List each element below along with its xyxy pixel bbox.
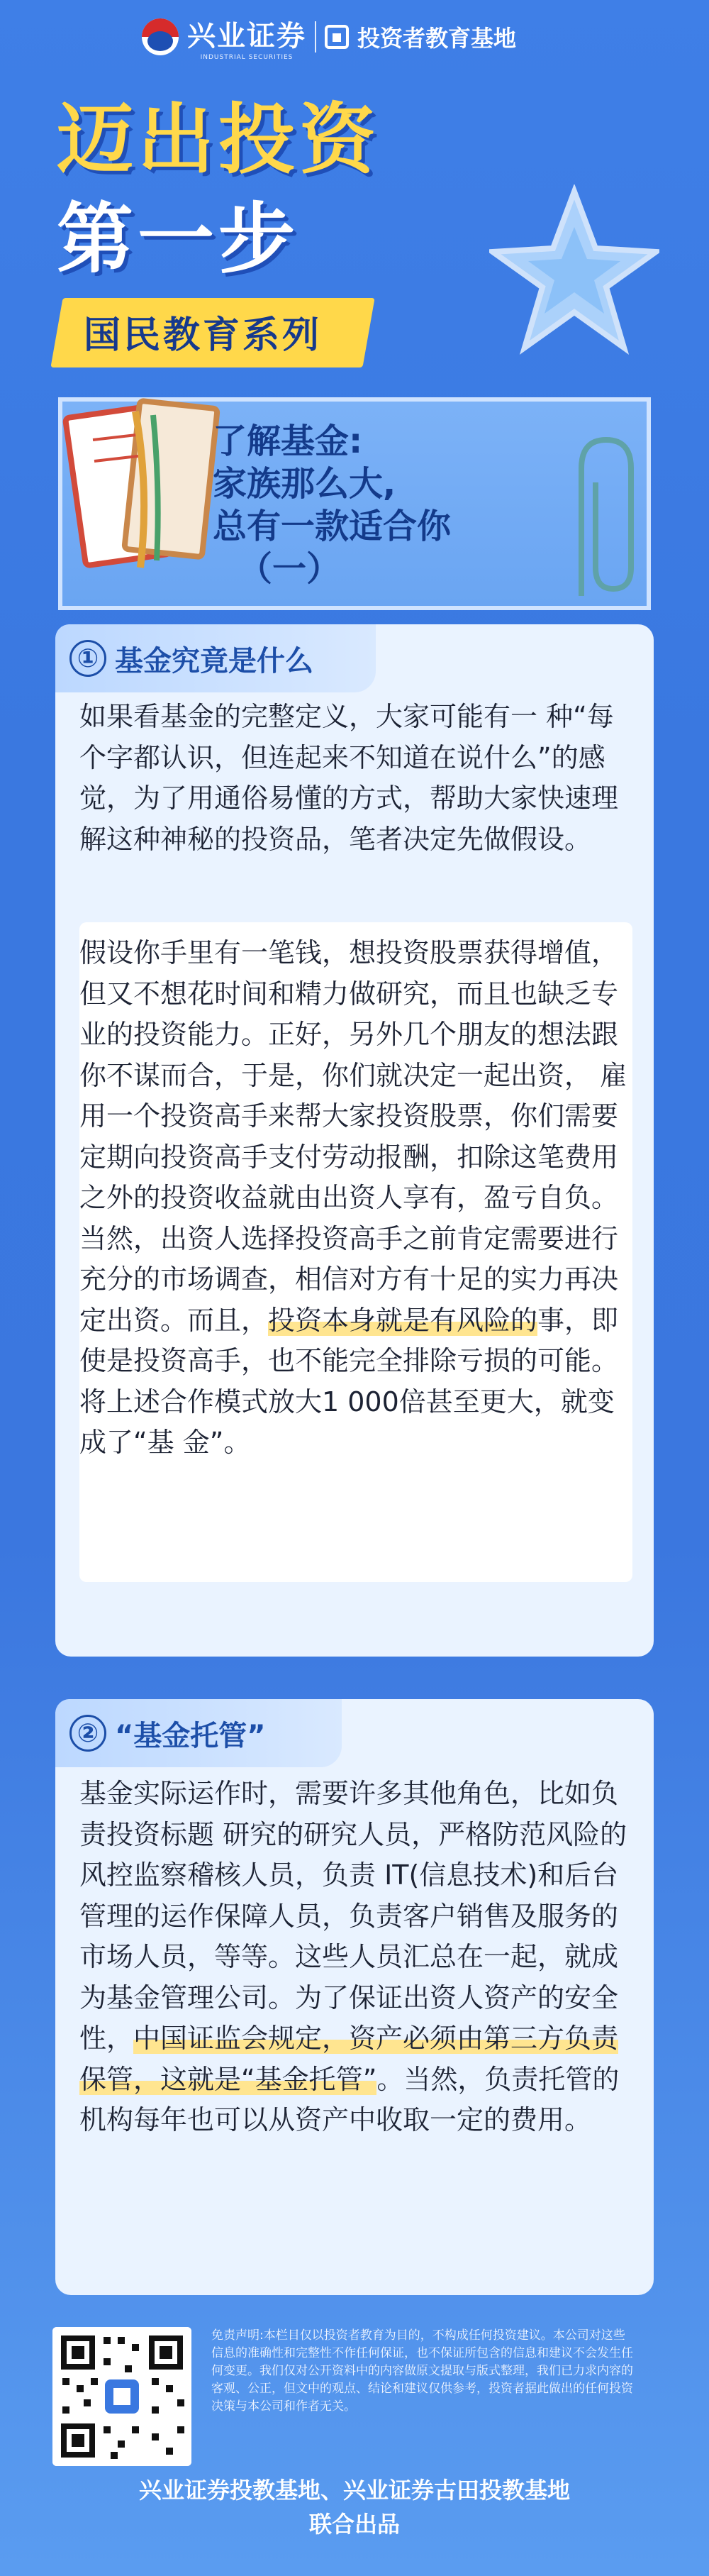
paperclip-icon <box>553 426 638 603</box>
footer-line2: 联合出品 <box>308 2511 400 2538</box>
book-icon <box>61 383 224 582</box>
section2-paragraph <box>79 1774 632 2141</box>
banner-title <box>213 420 451 590</box>
brand-name-en: INDUSTRIAL SECURITIES <box>200 53 294 61</box>
section1-highlight: 投资本身就是有风险的 <box>268 1304 538 1336</box>
brand-name-cn: 兴业证券 <box>187 19 306 52</box>
banner-title-line1: 了解基金: <box>213 421 363 461</box>
header-logo-bar <box>142 16 517 61</box>
qr-code <box>52 2327 191 2466</box>
footer-line1: 兴业证券投教基地、兴业证券古田投教基地 <box>138 2477 570 2504</box>
section1-title: 基金究竟是什么 <box>115 644 313 678</box>
education-base-icon <box>325 25 349 49</box>
header-divider <box>315 21 316 52</box>
series-tag-label: 国民教育系列 <box>84 314 323 357</box>
education-base-label: 投资者教育基地 <box>357 25 517 52</box>
section2-text-a: 基金实际运作时，需要许多其他角色，比如负责投资标题 研究的研究人员，严格防范风险的风控监察稽核人员，负责 IT(信息技术)和后台管理的运作保障人员，负责客户销售及服务的市场人员，等等。这些人员汇总在一起，就成为基金管理公司。为了保证出资人资产的安全性， <box>79 1778 627 2054</box>
star-icon <box>489 184 659 355</box>
section2-title: “基金托管” <box>115 1719 266 1752</box>
banner-title-line4: （一） <box>238 549 341 589</box>
main-title-line1: 迈出投资 <box>57 96 381 184</box>
section1-paragraph2-text-b: 事，即使是投资高手，也不能完全排除亏损的可能。将上述合作模式放大1 000倍甚至更大，就变成了“基 金”。 <box>79 1304 619 1458</box>
disclaimer-text: 免责声明:本栏目仅以投资者教育为目的，不构成任何投资建议。本公司对这些信息的准确性和完整性不作任何保证，也不保证所包含的信息和建议不会发生任何变更。我们仅对公开资料中的内容做原文提取与版式整理，我们已力求内容的客观、公正，但文中的观点、结论和建议仅供参考，投资者据此做出的任何投资决策与本公司和作者无关。 <box>211 2328 633 2414</box>
section1-paragraph2-text-a: 假设你手里有一笔钱，想投资股票获得增值，但又不想花时间和精力做研究，而且也缺乏专业的投资能力。正好，另外几个朋友的想法跟你不谋而合，于是，你们就决定一起出资， 雇用一个投资高手来帮大家投资股票，你们需要定期向投资高手支付劳动报酬，扣除这笔费用之外的投资收益就由出资人享有，盈亏自负。当然，出资人选择投资高手之前肯定需要进行充分的市场调查，相信对方有十足的实力再决定出资。而且， <box>79 937 627 1336</box>
section1-header <box>55 624 376 692</box>
section2-number: ② <box>69 1715 106 1752</box>
section1-paragraph2 <box>79 933 632 1464</box>
section2-highlight: 中国证监会规定，资产必须由第三方负责保管，这就是“基金托管” <box>79 2023 619 2095</box>
section2-header <box>55 1699 342 1767</box>
banner-title-line2: 家族那么大, <box>213 464 396 504</box>
section1-paragraph1: 如果看基金的完整定义，大家可能有一 种“每个字都认识，但连起来不知道在说什么”的感觉，为了用通俗易懂的方式，帮助大家快速理解这种神秘的投资品，笔者决定先做假设。 <box>79 701 619 855</box>
brand-logo-icon <box>142 18 179 55</box>
section1-number: ① <box>69 640 106 677</box>
banner-title-line3: 总有一款适合你 <box>213 507 452 546</box>
brand-name <box>187 13 306 61</box>
main-title-line2: 第一步 <box>57 195 300 284</box>
section2-text-b: 。当然，负责托管的机构每年也可以从资产中收取一定的费用。 <box>79 2063 620 2135</box>
